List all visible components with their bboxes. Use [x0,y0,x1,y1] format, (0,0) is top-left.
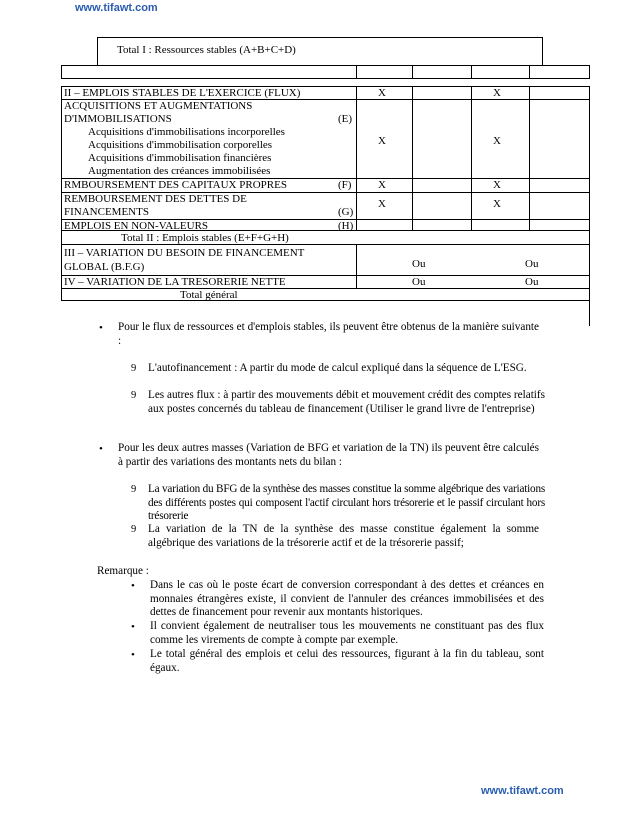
sub-item: L'autofinancement : A partir du mode de calcul expliqué dans la séquence de L'ESG. [148,362,527,374]
remb-dettes-label-2: FINANCEMENTS [64,206,149,218]
check-icon: 9 [131,363,137,374]
mark-ou: Ou [525,276,539,288]
sub-item: La variation du BFG de la synthèse des masses constitue la somme algébrique des variations des différents postes qui composent l'actif circulant hors trésorerie et le passif circulant hors trésorerie [148,483,545,523]
acquisitions-letter: (E) [338,113,353,125]
mark-ou: Ou [412,276,426,288]
sub-item: Les autres flux : à partir des mouvements débit et mouvement crédit des comptes relatifs aux postes concernés du tableau de financement (Utiliser le grand livre de l'entreprise) [148,389,545,415]
bullet-text: Pour le flux de ressources et d'emplois stables, ils peuvent être obtenus de la manière suivante : [118,321,539,347]
check-icon: 9 [131,390,137,401]
remarque-title: Remarque : [97,565,149,577]
mark-x: X [378,135,386,147]
bullet-icon: • [131,621,135,633]
mark-x: X [493,179,501,191]
remarque-item: Dans le cas où le poste écart de conversion correspondant à des dettes et créances en monnaies étrangères existe, il convient de l'annuler des créances immobilisées et des dettes de financement pour revenir aux montants historiques. [150,579,544,619]
mark-x: X [493,198,501,210]
mark-x: X [493,87,501,99]
bullet-icon: • [99,443,103,455]
bullet-icon: • [131,580,135,592]
check-icon: 9 [131,524,137,535]
acquisitions-label-2: D'IMMOBILISATIONS [64,113,172,125]
mark-x: X [378,198,386,210]
mark-x: X [493,135,501,147]
acq-item: Acquisitions d'immobilisations incorporelles [88,126,285,138]
emplois-nv-label: EMPLOIS EN NON-VALEURS [64,220,209,232]
bullet-icon: • [99,322,103,334]
watermark-bottom: www.tifawt.com [481,785,564,797]
sub-item: La variation de la TN de la synthèse des masse constitue également la somme algébrique des variations de la trésorerie actif et de la trésorerie passif; [148,523,539,549]
bullet-text: Pour les deux autres masses (Variation de BFG et variation de la TN) ils peuvent être calculés à partir des variations des montants nets du bilan : [118,442,539,468]
emplois-nv-letter: (H) [338,220,354,232]
mark-x: X [378,179,386,191]
total-emplois-label: Total II : Emplois stables (E+F+G+H) [121,232,289,244]
remb-capitaux-letter: (F) [338,179,352,191]
var-bfg-label-1: III – VARIATION DU BESOIN DE FINANCEMENT [64,247,305,259]
acq-item: Acquisitions d'immobilisation financières [88,152,272,164]
remarque-item: Le total général des emplois et celui des ressources, figurant à la fin du tableau, sont égaux. [150,648,544,674]
bullet-icon: • [131,649,135,661]
watermark-top: www.tifawt.com [75,2,158,14]
mark-ou: Ou [412,258,426,270]
acq-item: Augmentation des créances immobilisées [88,165,271,177]
check-icon: 9 [131,484,137,495]
mark-ou: Ou [525,258,539,270]
total-ressources-label: Total I : Ressources stables (A+B+C+D) [117,44,296,56]
mark-x: X [378,87,386,99]
emplois-header: II – EMPLOIS STABLES DE L'EXERCICE (FLUX) [64,87,301,99]
acq-item: Acquisitions d'immobilisation corporelles [88,139,273,151]
remarque-item: Il convient également de neutraliser tous les mouvements ne constituant pas des flux comme les virements de compte à compte par exemple. [150,620,544,646]
remb-capitaux-label: RMBOURSEMENT DES CAPITAUX PROPRES [64,179,287,191]
remb-dettes-label-1: REMBOURSEMENT DES DETTES DE [64,193,247,205]
remb-dettes-letter: (G) [338,206,354,218]
acquisitions-label-1: ACQUISITIONS ET AUGMENTATIONS [64,100,253,112]
var-bfg-label-2: GLOBAL (B.F.G) [64,261,145,273]
var-tn-label: IV – VARIATION DE LA TRESORERIE NETTE [64,276,286,288]
total-general-label: Total général [180,289,238,301]
